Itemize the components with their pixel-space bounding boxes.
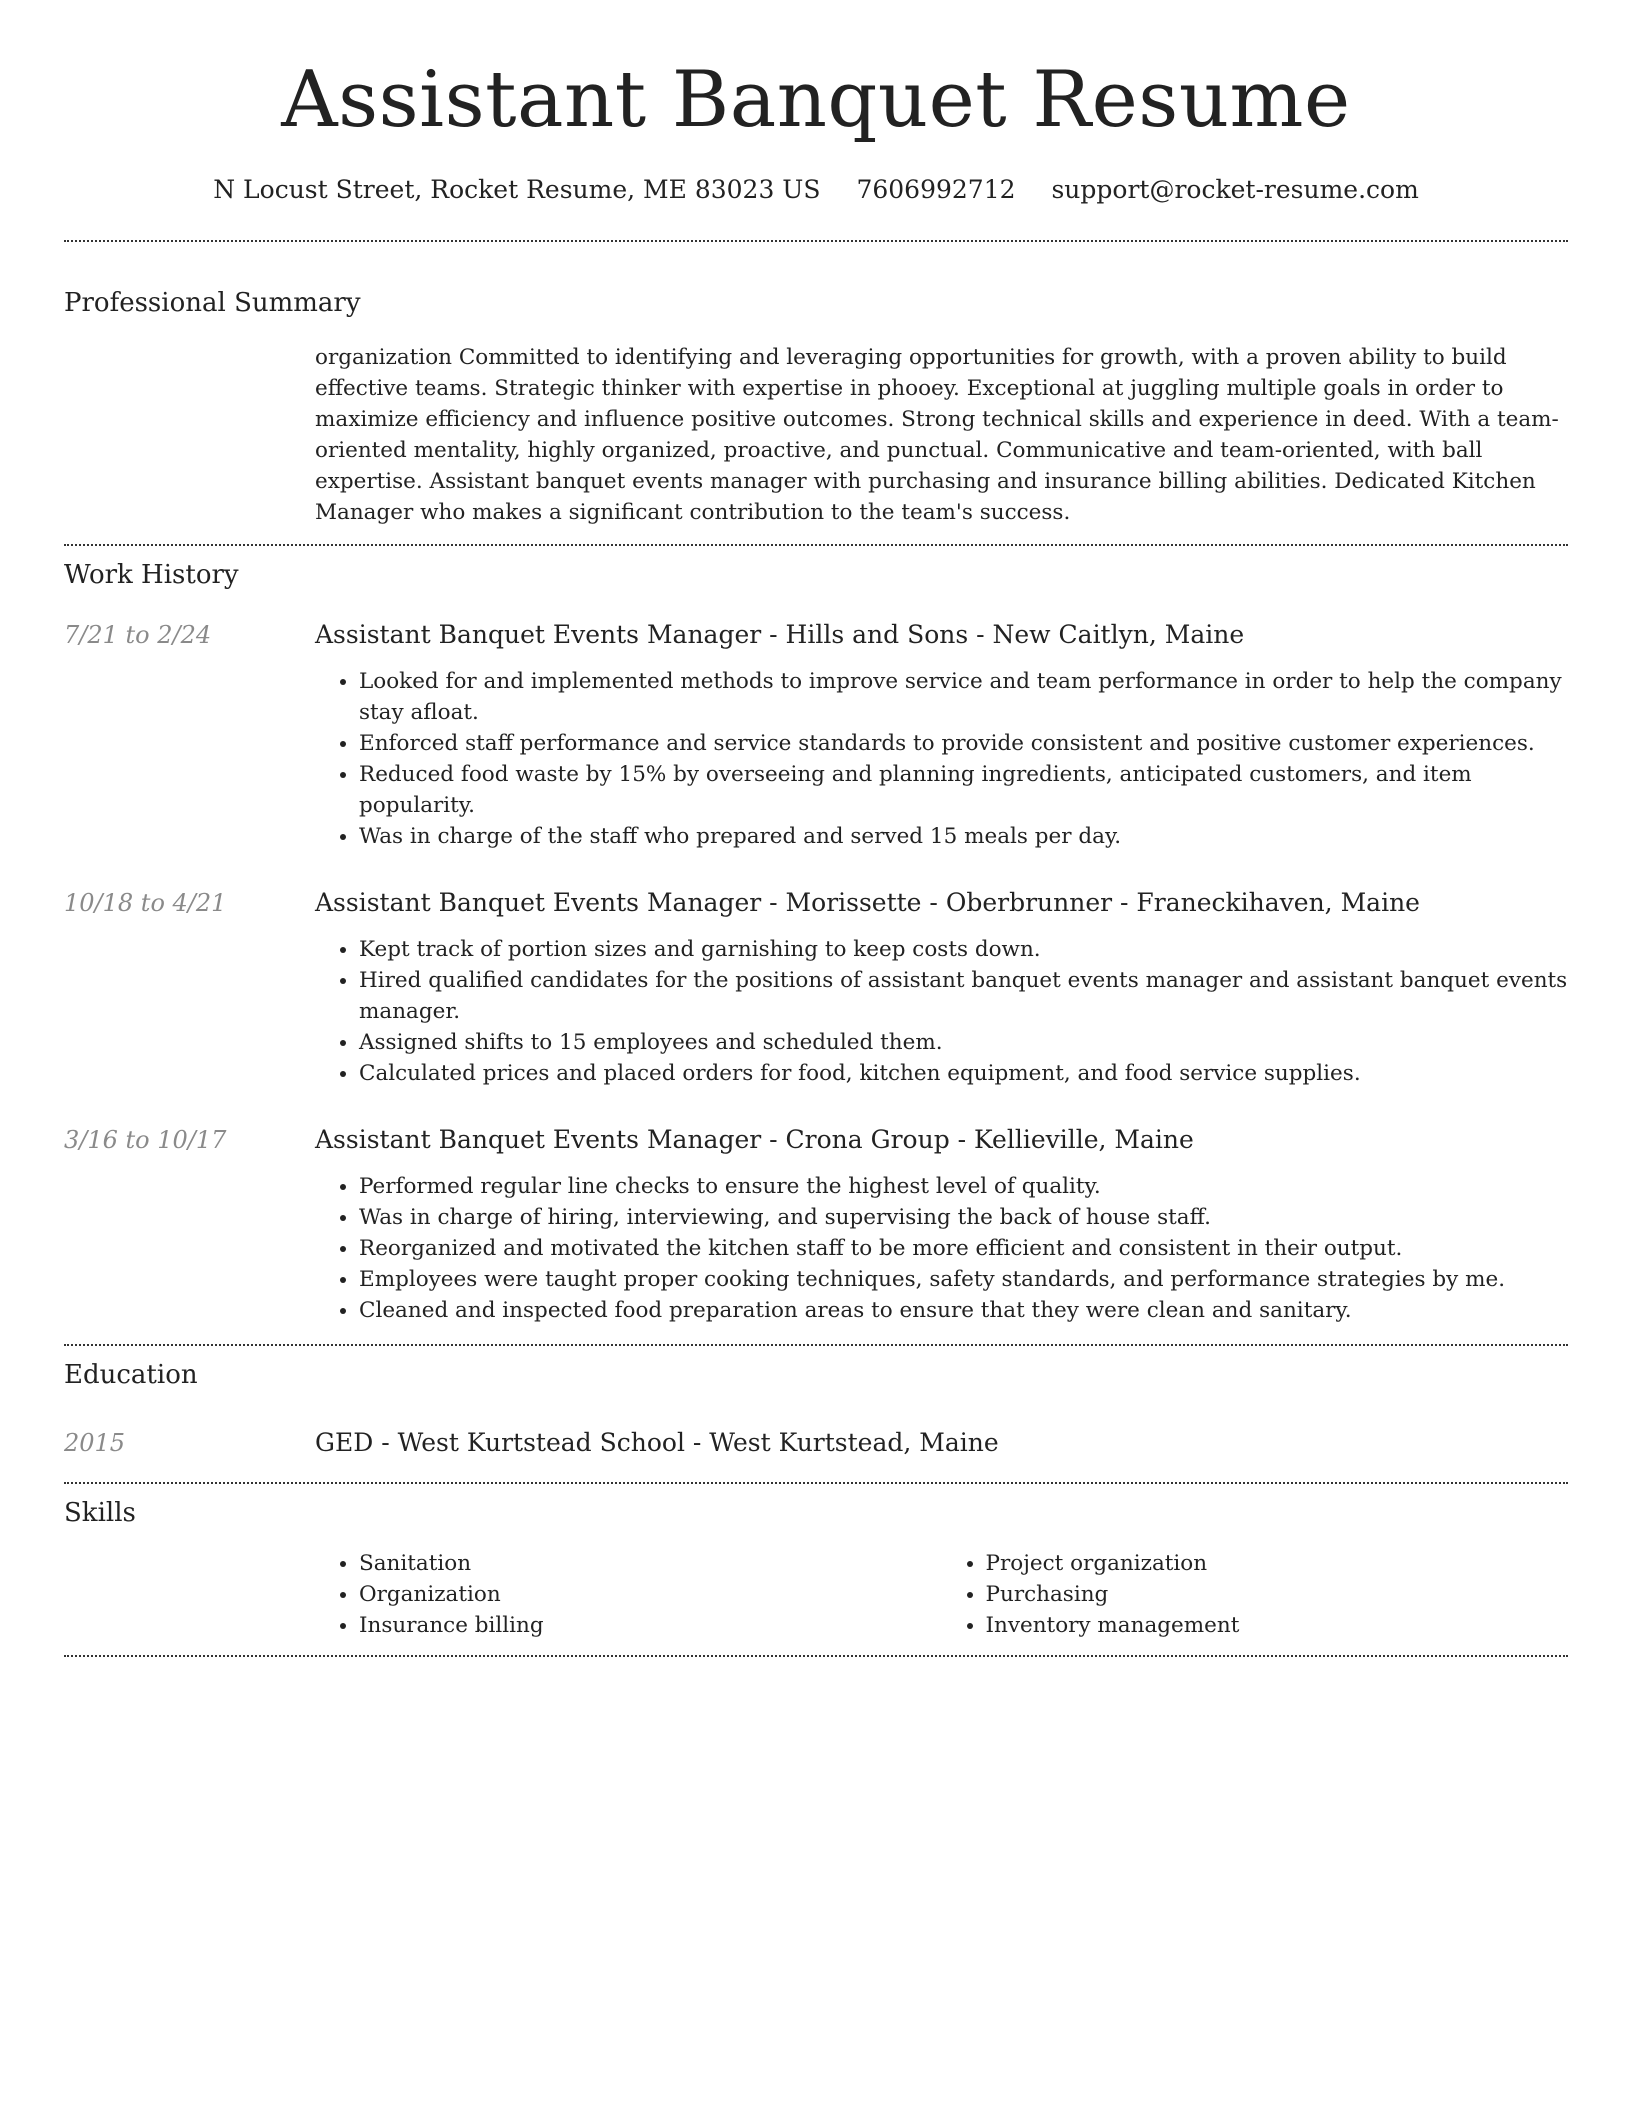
skill-item: • Inventory management — [986, 1610, 1569, 1641]
divider — [64, 1655, 1568, 1657]
contact-email: support@rocket-resume.com — [1051, 175, 1419, 204]
work-entry-bullets — [315, 666, 1568, 852]
list-item: • Cleaned and inspected food preparation areas to ensure that they were clean and sanitary. — [359, 1295, 1568, 1326]
list-item: • Performed regular line checks to ensure the highest level of quality. — [359, 1171, 1568, 1202]
contact-line — [64, 174, 1568, 206]
divider — [64, 1344, 1568, 1346]
skill-item: • Project organization — [986, 1548, 1569, 1579]
education-section — [64, 1358, 1568, 1460]
education-entry-body — [315, 1426, 1568, 1460]
skill-item: • Purchasing — [986, 1579, 1569, 1610]
work-history-heading: Work History — [64, 560, 239, 590]
work-entry-title: Assistant Banquet Events Manager - Crona Group - Kellieville, Maine — [315, 1125, 1194, 1154]
skills-column-right — [942, 1548, 1569, 1641]
work-entry-body — [315, 1123, 1568, 1326]
skills-section — [64, 1496, 1568, 1641]
skills-column-left — [315, 1548, 942, 1641]
list-item: • Hired qualified candidates for the positions of assistant banquet events manager and assistant banquet events manager. — [359, 965, 1568, 1027]
work-entry-title: Assistant Banquet Events Manager - Morissette - Oberbrunner - Franeckihaven, Maine — [315, 888, 1420, 917]
skills-list — [315, 1548, 1568, 1641]
education-heading: Education — [64, 1360, 198, 1390]
summary-section — [64, 286, 1568, 528]
education-entry-title: GED - West Kurtstead School - West Kurtstead, Maine — [315, 1428, 999, 1457]
list-item: • Enforced staff performance and service standards to provide consistent and positive customer experiences. — [359, 728, 1568, 759]
work-entry-date: 3/16 to 10/17 — [64, 1126, 227, 1154]
list-item: • Was in charge of hiring, interviewing, and supervising the back of house staff. — [359, 1202, 1568, 1233]
skill-item: • Insurance billing — [359, 1610, 942, 1641]
work-entry-bullets — [315, 934, 1568, 1089]
work-entry-title: Assistant Banquet Events Manager - Hills and Sons - New Caitlyn, Maine — [315, 620, 1245, 649]
work-entry-date: 10/18 to 4/21 — [64, 889, 227, 917]
education-entry-date: 2015 — [64, 1429, 126, 1457]
list-item: • Looked for and implemented methods to improve service and team performance in order to help the company stay afloat. — [359, 666, 1568, 728]
list-item: • Was in charge of the staff who prepared and served 15 meals per day. — [359, 821, 1568, 852]
skill-item: • Sanitation — [359, 1548, 942, 1579]
divider — [64, 240, 1568, 242]
list-item: • Calculated prices and placed orders for food, kitchen equipment, and food service supplies. — [359, 1058, 1568, 1089]
work-entry-body — [315, 886, 1568, 1089]
work-entry — [64, 618, 1568, 852]
list-item: • Employees were taught proper cooking techniques, safety standards, and performance strategies by me. — [359, 1264, 1568, 1295]
list-item: • Reorganized and motivated the kitchen staff to be more efficient and consistent in their output. — [359, 1233, 1568, 1264]
list-item: • Reduced food waste by 15% by overseeing and planning ingredients, anticipated customers, and item popularity. — [359, 759, 1568, 821]
summary-text: organization Committed to identifying and leveraging opportunities for growth, with a proven ability to build effective teams. Strategic thinker with expertise in phooey. Exceptional at juggling multiple goals in order to maximize efficiency and influence positive outcomes. Strong technical skills and experience in deed. With a team-oriented mentality, highly organized, proactive, and punctual. Communicative and team-oriented, with ball expertise. Assistant banquet events manager with purchasing and insurance billing abilities. Dedicated Kitchen Manager who makes a significant contribution to the team's success. — [315, 345, 1559, 525]
work-history-section — [64, 558, 1568, 1344]
divider — [64, 1482, 1568, 1484]
list-item: • Kept track of portion sizes and garnishing to keep costs down. — [359, 934, 1568, 965]
divider — [64, 544, 1568, 546]
work-entry-bullets — [315, 1171, 1568, 1326]
resume-header — [64, 0, 1568, 206]
list-item: • Assigned shifts to 15 employees and scheduled them. — [359, 1027, 1568, 1058]
contact-address: N Locust Street, Rocket Resume, ME 83023 US — [213, 175, 821, 204]
skill-item: • Organization — [359, 1579, 942, 1610]
summary-heading: Professional Summary — [64, 288, 361, 318]
resume-title: Assistant Banquet Resume — [281, 55, 1351, 145]
work-entry — [64, 1123, 1568, 1326]
contact-phone: 7606992712 — [856, 175, 1016, 204]
work-entry-body — [315, 618, 1568, 852]
skills-heading: Skills — [64, 1498, 136, 1528]
work-entry — [64, 886, 1568, 1089]
work-entry-date: 7/21 to 2/24 — [64, 621, 212, 649]
education-entry — [64, 1426, 1568, 1460]
